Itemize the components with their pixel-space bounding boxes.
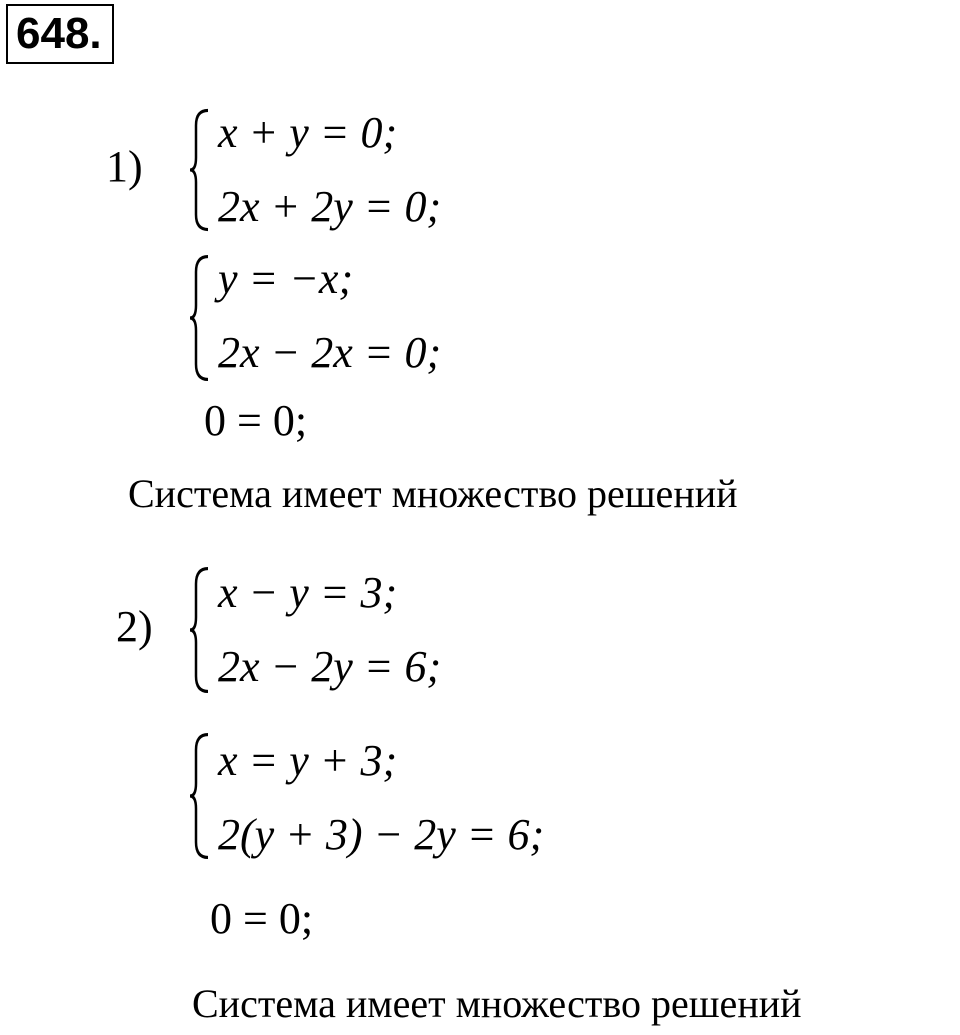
brace-icon	[188, 108, 212, 232]
part-1-label: 1)	[106, 142, 143, 191]
part-1-result: 0 = 0;	[204, 396, 308, 445]
part-1-conclusion: Система имеет множество решений	[128, 471, 738, 516]
brace-icon	[188, 254, 212, 382]
part-2-system-1-line-1: x − y = 3;	[218, 568, 398, 617]
part-2-conclusion: Система имеет множество решений	[192, 981, 802, 1026]
part-2-result: 0 = 0;	[210, 894, 314, 943]
part-1-system-1-line-2: 2x + 2y = 0;	[218, 182, 442, 231]
part-2-system-1-line-2: 2x − 2y = 6;	[218, 642, 442, 691]
part-2-label: 2)	[116, 602, 153, 651]
part-2-system-2-line-2: 2(y + 3) − 2y = 6;	[218, 810, 545, 859]
brace-icon	[188, 732, 212, 860]
part-2-system-2-line-1: x = y + 3;	[218, 736, 398, 785]
brace-icon	[188, 566, 212, 694]
part-1-system-2-line-1: y = −x;	[218, 254, 354, 303]
part-1-system-2-line-2: 2x − 2x = 0;	[218, 328, 442, 377]
problem-number: 648.	[6, 4, 114, 64]
part-1-system-1-line-1: x + y = 0;	[218, 108, 398, 157]
